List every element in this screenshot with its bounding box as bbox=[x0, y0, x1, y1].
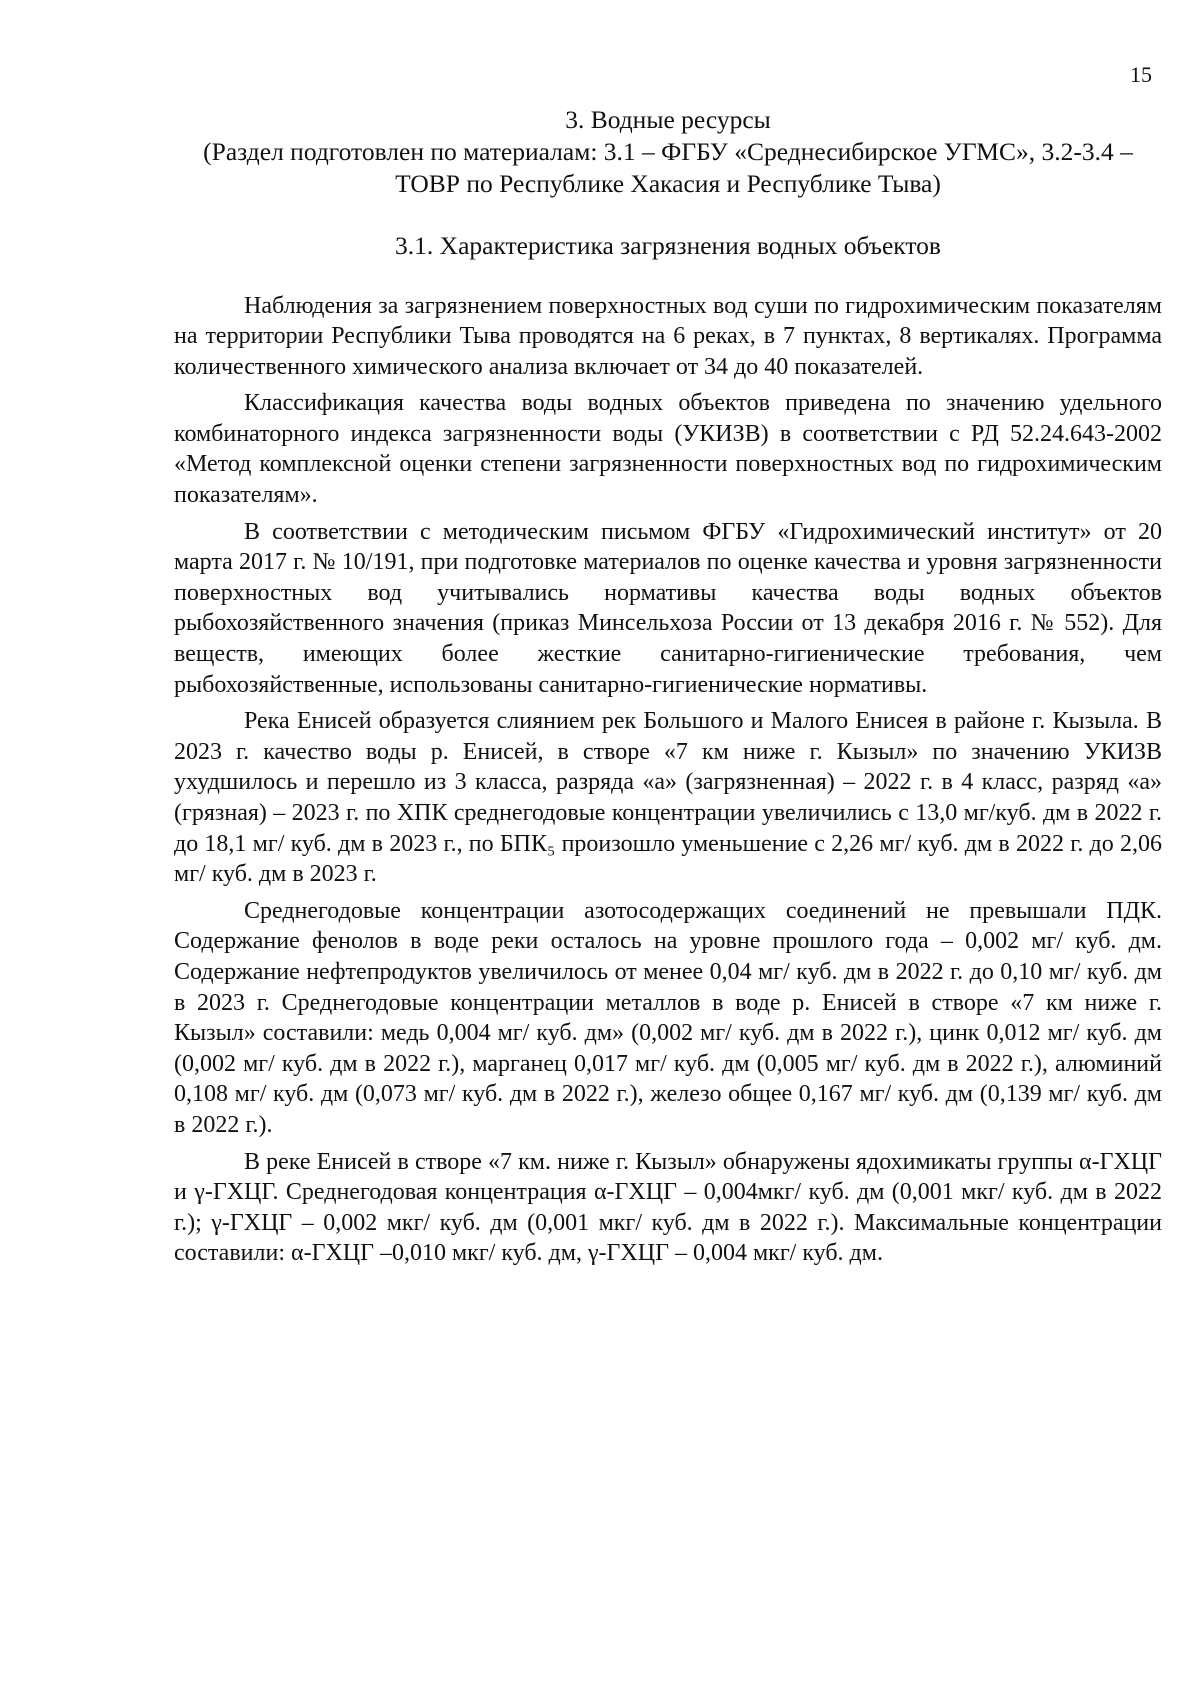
paragraph-monitoring: Наблюдения за загрязнением поверхностных вод суши по гидрохимическим показателям на территории Республики Тыва проводятся на 6 реках, в 7 пунктах, 8 вертикалях. Программа количественного химического анализа включает от 34 до 40 показателей. bbox=[174, 292, 1162, 380]
subsection-title: 3.1. Характеристика загрязнения водных объектов bbox=[395, 231, 941, 261]
paragraph-concentrations: Среднегодовые концентрации азотосодержащих соединений не превышали ПДК. Содержание фенолов в воде реки осталось на уровне прошлого года – 0,002 мг/ куб. дм. Содержание нефтепродуктов увеличилось от менее 0,04 мг/ куб. дм в 2022 г. до 0,10 мг/ куб. дм в 2023 г. Среднегодовые концентрации металлов в воде р. Енисей в створе «7 км ниже г. Кызыл» составили: медь 0,004 мг/ куб. дм» (0,002 мг/ куб. дм в 2022 г.), цинк 0,012 мг/ куб. дм (0,002 мг/ куб. дм в 2022 г.), марганец 0,017 мг/ куб. дм (0,005 мг/ куб. дм в 2022 г.), алюминий 0,108 мг/ куб. дм (0,073 мг/ куб. дм в 2022 г.), железо общее 0,167 мг/ куб. дм (0,139 мг/ куб. дм в 2022 г.). bbox=[174, 897, 1162, 1138]
paragraph-normatives: В соответствии с методическим письмом ФГБУ «Гидрохимический институт» от 20 марта 2017 г. № 10/191, при подготовке материалов по оценке качества и уровня загрязненности поверхностных вод учитывались нормативы качества воды водных объектов рыбохозяйственного значения (приказ Минсельхоза России от 13 декабря 2016 г. № 552). Для веществ, имеющих более жесткие санитарно-гигиенические требования, чем рыбохозяйственные, использованы санитарно-гигиенические нормативы. bbox=[174, 518, 1162, 698]
paragraph-yenisei-quality: Река Енисей образуется слиянием рек Большого и Малого Енисея в районе г. Кызыла. В 2023 г. качество воды р. Енисей, в створе «7 км ниже г. Кызыл» по значению УКИЗВ ухудшилось и перешло из 3 класса, разряда «а» (загрязненная) – 2022 г. в 4 класс, разряд «а» (грязная) – 2023 г. по ХПК среднегодовые концентрации увеличились с 13,0 мг/куб. дм в 2022 г. до 18,1 мг/ куб. дм в 2023 г., по БПК₅ произошло уменьшение с 2,26 мг/ куб. дм в 2022 г. до 2,06 мг/ куб. дм в 2023 г. bbox=[174, 708, 1162, 888]
paragraph-classification: Классификация качества воды водных объектов приведена по значению удельного комбинаторного индекса загрязненности воды (УКИЗВ) в соответствии с РД 52.24.643-2002 «Метод комплексной оценки степени загрязненности поверхностных вод по гидрохимическим показателям». bbox=[174, 390, 1162, 509]
page-number: 15 bbox=[1130, 62, 1152, 87]
section-title: 3. Водные ресурсы bbox=[565, 105, 771, 134]
source-note: (Раздел подготовлен по материалам: 3.1 – ФГБУ «Среднесибирское УГМС», 3.2-3.4 – ТОВР по Республике Хакасия и Республике Тыва) bbox=[203, 137, 1133, 199]
paragraph-pesticides: В реке Енисей в створе «7 км. ниже г. Кызыл» обнаружены ядохимикаты группы α-ГХЦГ и γ-ГХЦГ. Среднегодовая концентрация α-ГХЦГ – 0,004мкг/ куб. дм (0,001 мкг/ куб. дм в 2022 г.); γ-ГХЦГ – 0,002 мкг/ куб. дм (0,001 мкг/ куб. дм в 2022 г.). Максимальные концентрации составили: α-ГХЦГ –0,010 мкг/ куб. дм, γ-ГХЦГ – 0,004 мкг/ куб. дм. bbox=[174, 1148, 1162, 1267]
page-content bbox=[174, 104, 1162, 1275]
